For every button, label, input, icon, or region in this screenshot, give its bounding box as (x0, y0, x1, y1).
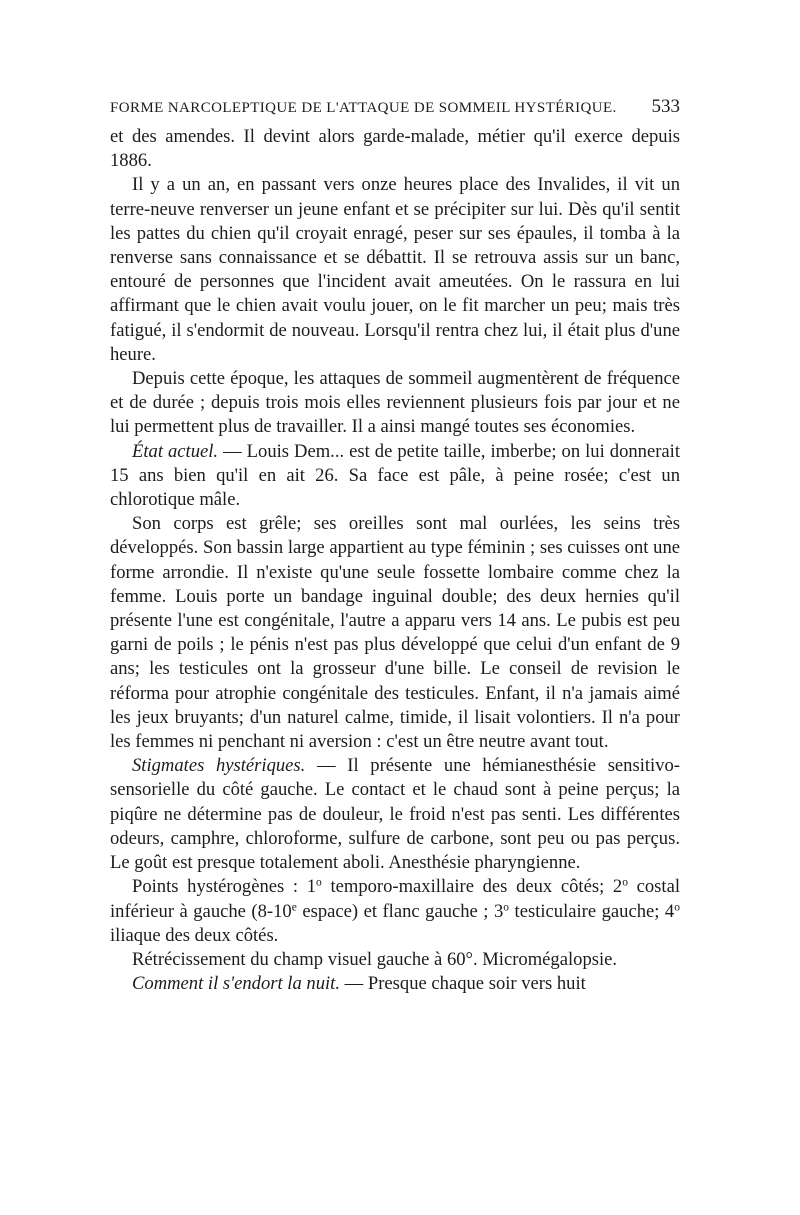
paragraph-etat-actuel (110, 440, 680, 513)
text-run: costal inférieur à gauche (8-10 (110, 876, 680, 922)
paragraph-attack-frequency: Depuis cette époque, les attaques de sommeil augmentèrent de fréquence et de durée ; depuis trois mois elles reviennent plusieurs fois par jour et ne lui permettent plus de travailler. Il a ainsi mangé toutes ses économies. (110, 368, 680, 438)
text-run: iliaque des deux côtés. (110, 924, 279, 946)
paragraph-comment-il-sendort (110, 972, 680, 996)
book-page (110, 96, 680, 996)
ordinal-superscript: e (291, 901, 297, 914)
ordinal-superscript: o (316, 876, 322, 889)
paragraph-text: — Louis Dem... est de petite taille, imberbe; on lui donnerait 15 ans bien qu'il en ait 26. Sa face est pâle, à peine rosée; c'est un chlorotique mâle. (110, 440, 680, 511)
running-title: FORME NARCOLEPTIQUE DE L'ATTAQUE DE SOMMEIL HYSTÉRIQUE. (110, 100, 617, 116)
paragraph-continuation: et des amendes. Il devint alors garde-malade, métier qu'il exerce depuis 1886. (110, 126, 680, 172)
body-text (110, 125, 680, 996)
ordinal-superscript: o (674, 901, 680, 914)
paragraph-invalides-incident: Il y a un an, en passant vers onze heures place des Invalides, il vit un terre-neuve renverser un jeune enfant et se précipiter sur lui. Dès qu'il sentit les pattes du chien qu'il croyait enragé, peser sur ses épaules, il tomba à la renverse sans connaissance et se débattit. Il se retrouva assis sur un banc, entouré de personnes que l'incident avait ameutées. On le rassura en lui affirmant que le chien avait voulu jouer, on le fit marcher un peu; mais très fatigué, il s'endormit de nouveau. Lorsqu'il rentra chez lui, il était plus d'une heure. (110, 174, 680, 365)
paragraph-body-description: Son corps est grêle; ses oreilles sont mal ourlées, les seins très développés. Son bassin large appartient au type féminin ; ses cuisses ont une forme arrondie. Il n'existe qu'une seule fossette lombaire comme chez la femme. Louis porte un bandage inguinal double; des deux hernies qu'il présente l'une est congénitale, l'autre a apparu vers 14 ans. Le pubis est peu garni de poils ; le pénis n'est pas plus développé que celui d'un enfant de 9 ans; les testicules ont la grosseur d'une bille. Le conseil de revision le réforma pour atrophie congénitale des testicules. Enfant, il n'a jamais aimé les jeux bruyants; d'un naturel calme, timide, il lisait volontiers. Il n'a pour les femmes ni penchant ni aversion : c'est un être neutre avant tout. (110, 513, 680, 753)
section-heading-comment-il-sendort: Comment il s'endort la nuit. (132, 973, 340, 995)
ordinal-superscript: o (503, 901, 510, 914)
paragraph-text: — Il présente une hémianesthésie sensitivo-sensorielle du côté gauche. Le contact et le chaud sont à peine perçus; la piqûre ne détermine pas de douleur, le froid n'est pas senti. Les différentes odeurs, camphre, chloroforme, sulfure de carbone, sont peu ou pas perçus. Le goût est presque totalement aboli. Anesthésie pharyngienne. (110, 755, 681, 874)
text-run: temporo-maxillaire des deux côtés; 2 (321, 876, 623, 898)
paragraph-stigmates (110, 754, 680, 875)
page-number: 533 (651, 96, 680, 117)
paragraph-points-hysterogenes (110, 875, 680, 948)
paragraph-visual-field: Rétrécissement du champ visuel gauche à 60°. Micromégalopsie. (132, 948, 618, 970)
section-heading-stigmates: Stigmates hystériques. (132, 755, 306, 777)
text-run: Points hystérogènes : 1 (132, 876, 317, 898)
running-header (110, 96, 680, 119)
text-run: espace) et flanc gauche ; 3 (296, 900, 504, 922)
paragraph-text: — Presque chaque soir vers huit (340, 973, 586, 995)
ordinal-superscript: o (622, 876, 628, 889)
text-run: testiculaire gauche; 4 (509, 900, 675, 922)
section-heading-etat-actuel: État actuel. (132, 440, 219, 462)
